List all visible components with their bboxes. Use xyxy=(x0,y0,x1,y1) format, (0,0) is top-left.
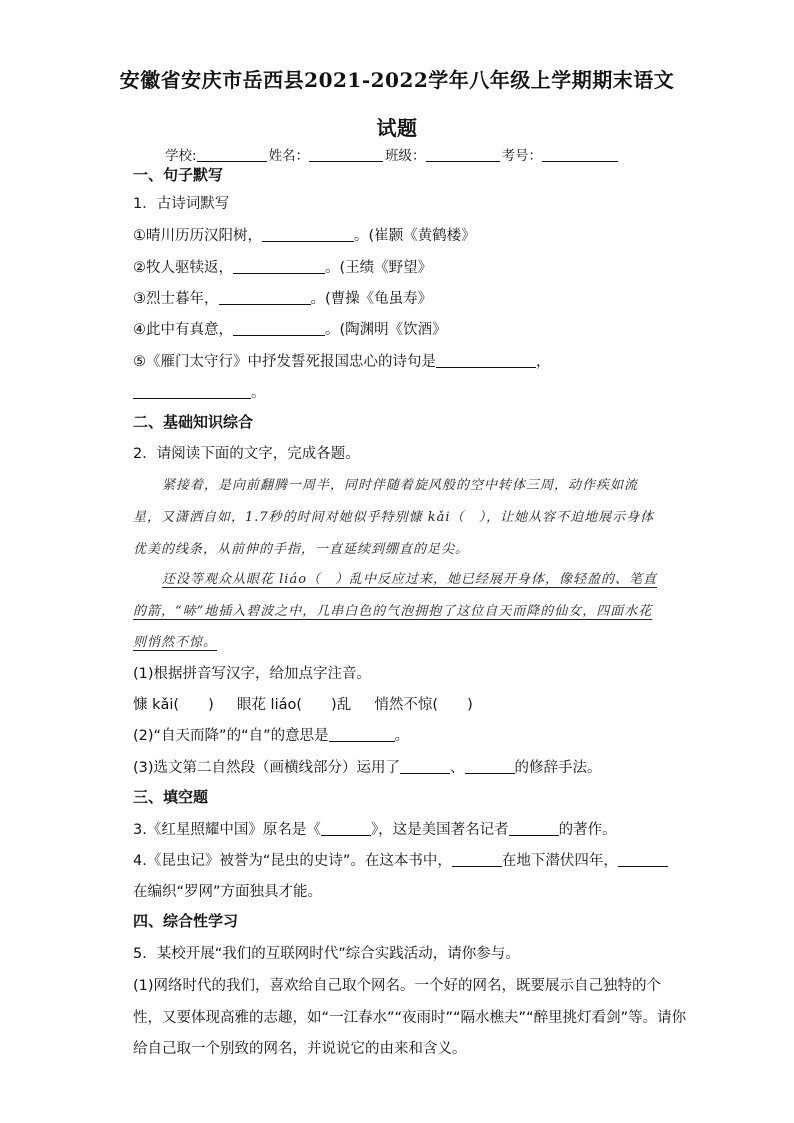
q1-item-2 xyxy=(133,256,432,277)
sub1-item-c[interactable]: 悄然不惊( ) xyxy=(374,697,473,713)
answer-blank[interactable] xyxy=(262,227,354,242)
item-text: ④此中有真意， xyxy=(133,322,233,338)
answer-blank[interactable] xyxy=(233,259,325,274)
answer-blank[interactable] xyxy=(233,321,325,336)
school-blank[interactable] xyxy=(197,147,267,162)
q1-item-5-cont xyxy=(133,381,266,402)
question-2: 2．请阅读下面的文字，完成各题。 xyxy=(133,446,360,462)
section-3-heading: 三、填空题 xyxy=(133,788,209,806)
item-source: 。(陶渊明《饮酒》 xyxy=(325,322,447,338)
period: 。 xyxy=(394,728,410,744)
q4-text: 4.《昆虫记》被誉为“昆虫的史诗”。在这本书中， xyxy=(133,853,452,869)
answer-blank[interactable] xyxy=(329,727,395,742)
answer-blank[interactable] xyxy=(509,821,559,836)
passage-p2-line2: 的箭，“哧”地插入碧波之中，几串白色的气泡拥抱了这位自天而降的仙女，四面水花 xyxy=(133,604,653,619)
answer-blank[interactable] xyxy=(618,852,668,867)
answer-blank[interactable] xyxy=(452,852,502,867)
item-source: 。(王绩《野望》 xyxy=(325,260,433,276)
sub2-text: (2)“自天而降”的“自”的意思是 xyxy=(133,728,329,744)
q3-text: 3.《红星照耀中国》原名是《 xyxy=(133,822,321,838)
sub1-item-b[interactable]: 眼花 liáo( )乱 xyxy=(236,697,352,713)
passage-p1-line3: 优美的线条，从前伸的手指，一直延续到绷直的足尖。 xyxy=(133,542,470,557)
question-3 xyxy=(133,818,617,839)
q3-text-mid: 》，这是美国著名记者 xyxy=(370,822,509,838)
item-text: ②牧人驱犊返， xyxy=(133,260,233,276)
item-text: ③烈士暮年， xyxy=(133,291,219,307)
q5-sub1-line2: 性，又要体现高雅的志趣，如“一江春水”“夜雨时”“隔水樵夫”“醉里挑灯看剑”等。请你 xyxy=(133,1010,687,1026)
q2-sub2 xyxy=(133,724,409,745)
q4-text-mid: 在地下潜伏四年， xyxy=(501,853,618,869)
q1-item-3 xyxy=(133,287,432,308)
passage-p2-line1: 还没等观众从眼花 liáo（ ）乱中反应过来，她已经展开身体，像轻盈的、笔直 xyxy=(162,572,658,587)
sub3-text: (3)选文第二自然段（画横线部分）运用了 xyxy=(133,760,401,776)
school-label: 学校: xyxy=(165,148,197,164)
q2-sub1: (1)根据拼音写汉字，给加点字注音。 xyxy=(133,666,372,682)
passage-p1-line1: 紧接着，是向前翻腾一周半，同时伴随着旋风般的空中转体三周，动作疾如流 xyxy=(162,478,639,493)
question-4-cont: 在编织“罗网”方面独具才能。 xyxy=(133,884,323,900)
passage-p1-line2: 星，又潇洒自如，1.7秒的时间对她似乎特别慷 kǎi（ ），让她从容不迫地展示身体 xyxy=(133,510,655,525)
q1-item-4 xyxy=(133,318,447,339)
answer-blank[interactable] xyxy=(400,759,450,774)
sub1-item-a[interactable]: 慷 kǎi( ) xyxy=(133,697,214,713)
question-5: 5．某校开展“我们的互联网时代”综合实践活动，请你参与。 xyxy=(133,946,520,962)
separator: 、 xyxy=(450,760,465,776)
question-1: 1．古诗词默写 xyxy=(133,196,230,212)
item-source: 。(崔颢《黄鹤楼》 xyxy=(354,228,476,244)
answer-blank[interactable] xyxy=(133,384,251,399)
class-blank[interactable] xyxy=(426,147,500,162)
passage-p2-line3: 则悄然不惊。 xyxy=(133,635,218,650)
section-1-heading: 一、句子默写 xyxy=(133,166,224,184)
exam-title-continued: 试题 xyxy=(376,116,418,140)
q2-sub1-items xyxy=(133,693,473,714)
answer-blank[interactable] xyxy=(436,353,536,368)
exam-title: 安徽省安庆市岳西县2021-2022学年八年级上学期期末语文 xyxy=(119,68,675,92)
answer-blank[interactable] xyxy=(219,290,311,305)
number-label: 考号： xyxy=(501,148,543,164)
question-4 xyxy=(133,849,668,870)
q1-item-1 xyxy=(133,224,476,245)
period: 。 xyxy=(251,385,266,401)
item-source: 。(曹操《龟虽寿》 xyxy=(310,291,433,307)
item-text: ①晴川历历汉阳树， xyxy=(133,228,262,244)
class-label: 班级： xyxy=(385,148,426,164)
answer-blank[interactable] xyxy=(465,759,515,774)
comma: ， xyxy=(536,354,551,370)
answer-blank[interactable] xyxy=(321,821,371,836)
name-label: 姓名： xyxy=(268,148,310,164)
item-text: ⑤《雁门太守行》中抒发誓死报国忠心的诗句是 xyxy=(133,354,436,370)
q2-sub3 xyxy=(133,756,602,777)
q5-sub1-line3: 给自己取一个别致的网名，并说说它的由来和含义。 xyxy=(133,1041,467,1057)
q3-text-end: 的著作。 xyxy=(558,822,617,838)
section-2-heading: 二、基础知识综合 xyxy=(133,413,254,431)
q1-item-5 xyxy=(133,350,551,371)
name-blank[interactable] xyxy=(309,147,383,162)
sub3-text-end: 的修辞手法。 xyxy=(514,760,602,776)
q5-sub1-line1: (1)网络时代的我们，喜欢给自己取个网名。一个好的网名，既要展示自己独特的个 xyxy=(133,978,662,994)
section-4-heading: 四、综合性学习 xyxy=(133,912,239,930)
number-blank[interactable] xyxy=(542,147,618,162)
student-info-line xyxy=(165,144,620,164)
